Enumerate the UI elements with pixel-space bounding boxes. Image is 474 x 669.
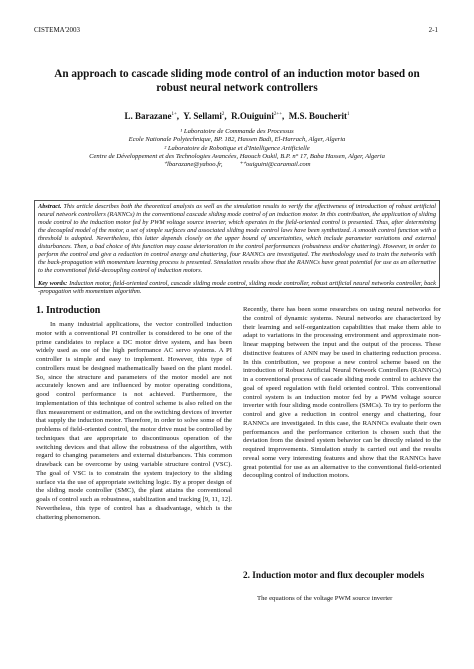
author-name: Y. Sellami	[183, 111, 222, 121]
section2-body	[243, 595, 441, 604]
affiliation-line: ² Laboratoire de Robotique et d'Intelligence Artificielle	[164, 144, 310, 152]
keywords	[38, 280, 436, 296]
section-heading: 2. Induction motor and flux decoupler models	[243, 571, 425, 581]
author-superscript: 2	[221, 112, 225, 117]
affiliation-line: Centre de Développement et des Technologies Avancées, Haouch Oukil, B.P. n° 17, Baba Hassen, Alger, Algeria	[89, 152, 385, 160]
running-header-right: 2-1	[428, 26, 438, 34]
paper-title: An approach to cascade sliding mode control of an induction motor based on robust neural network controllers	[54, 68, 420, 94]
abstract-text: This article describes both the theoretical analysis as well as the simulation results to verify the effectiveness of introduction of robust artificial neural network controllers (RANNCs) in the conventional cascade sliding mode control of an induction motor. In this contribution, the application of sliding mode control to the induction motor fed by PWM voltage source inverter, which operates in the field-oriented control is presented. Thus, after determining the decoupled model of the motor, a set of simple surfaces and associated sliding mode control laws have been synthetized. A smooth control function with a threshold is adopted. Nevertheless, this latter depends closely on the upper bound of uncertainties, which include parameter variations and external disturbances. Then, a bad choice of this function may cause deterioration in the control performances (robustness and/or chattering). However, in order to perform the control and give a reduction in control energy and chattering, four RANNCs are investigated. The methodology used to train the networks with the back-propagation with momentum learning process is presented. Simulation results show that the RANNCs have great potential for use as an alternative to the conventional field-decoupling control of induction motors.	[38, 203, 436, 274]
author-name: L. Barazane	[124, 111, 172, 121]
affiliations	[40, 128, 434, 169]
affiliation-line: ¹ Laboratoire de Commande des Processus	[180, 128, 294, 135]
abstract	[38, 203, 436, 275]
author-superscript: 1	[347, 112, 350, 117]
author-list: L. Barazane$^{1+}$, Y. Sellami$^2$, R.Ouiguini$^{2++}$, M.S. Boucherit$^1$	[124, 111, 350, 121]
author-name: R.Ouiguini	[231, 111, 274, 121]
author-superscript: 2++	[273, 112, 283, 117]
body-paragraph: Recently, there has been some researches on using neural networks for the control of dynamic systems. Neural networks are characterized by their learning and self-organization capabilities that make them able to adapt to variations in the processing environment and approximate non-linear mapping between the input and the output of the process. These distinctive features of ANN may be used in chattering reduction process. In this contribution, we propose a new control scheme based on the introduction of Robust Artificial Neural Network Controllers (RANNCs) in a conventional process of cascade sliding mode control to achieve the goal of speed regulation with field oriented control. This conventional control system is an induction motor fed by a PWM voltage source inverter with four sliding mode controllers (SMCs). To try to perform the control and give a reduction in control energy and chattering, four RANNCs are investigated. In this case, the RANNCs evaluate their own performances and the performance criterion is chosen such that the deviation from the desired system behavior can be directly related to the required improvements. Simulation study is carried out and the results reveal some very interesting features and show that the RANNCs have great potential for use as an alternative to the conventional field-oriented decoupling control of induction motors.	[243, 306, 441, 480]
affiliation-emails: ⁺lbarazane@yahoo.fr, ⁺⁺ouiguini@caramail.com	[163, 161, 311, 169]
section-heading: 1. Introduction	[36, 305, 101, 316]
abstract-label: Abstract.	[38, 203, 62, 210]
author-name: M.S. Boucherit	[288, 111, 348, 121]
body-paragraph: In many industrial applications, the vector controlled induction motor with a conventional PI controller is considered to be one of the prime candidates to replace a DC motor drive system, and has been widely used as one of the high performance AC servo systems. A PI controller is simple and easy to implement. However, this type of controllers must be designed mathematically based on the plant model. So, since the structure and parameters of the motor model are not accurately known and are influenced by motor operating conditions, good control performance is not achieved. Furthermore, the implementation of this technique of control scheme is also relied on the flux measurement or estimation, and on the switching devices of inverter that supply the induction motor. Therefore, in order to solve some of the problems of field-oriented control, the motor drive must be controlled by techniques that are appropriate to discontinuous operation of the switching devices and that allow the robustness of the algorithm, with regard to changing parameters and external disturbances. This common drawback can be overcome by using variable structure control (VSC). The goal of VSC is to constrain the system trajectory to the sliding surface via the use of appropriate switching logic. By a proper design of the sliding mode controller (SMC), the plant attains the conventional goals of control such as robustness, stabilization and tracking [9, 11, 12]. Nevertheless, this type of control has a disadvantage, which is the chattering phenomenon.	[36, 321, 232, 521]
left-column	[36, 321, 232, 522]
affiliation-line: Ecole Nationale Polytechnique, BP. 182, Hassen Badi, El-Harrach, Alger, Algeria	[128, 136, 346, 144]
running-header-left: CISTEMA'2003	[34, 26, 80, 34]
keywords-text: Induction motor, field-oriented control, cascade sliding mode control, sliding mode controller, robust artificial neural networks controller, back -propagation with momentum algorithm.	[38, 280, 436, 295]
keywords-label: Key words:	[38, 280, 68, 287]
right-column	[243, 306, 441, 481]
body-paragraph: The equations of the voltage PWM source inverter	[257, 595, 393, 602]
author-superscript: 1+	[171, 112, 177, 117]
